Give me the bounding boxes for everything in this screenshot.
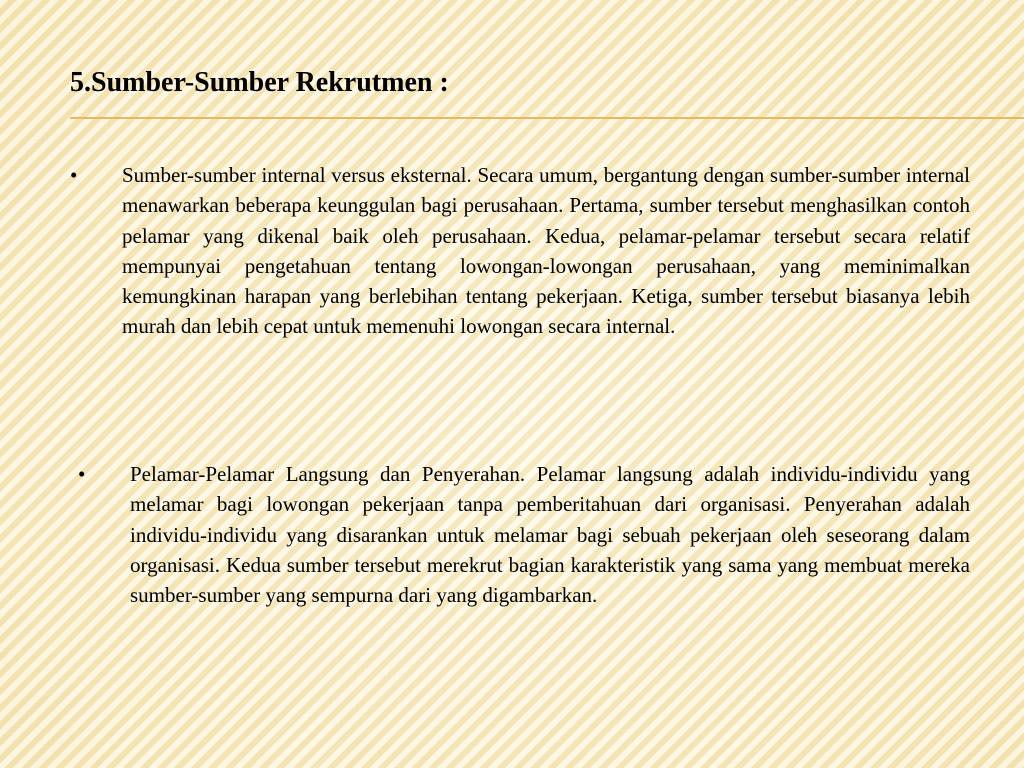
bullet-text: Sumber-sumber internal versus eksternal. Secara umum, bergantung dengan sumber-sumber internal menawarkan beberapa keunggulan bagi perusahaan. Pertama, sumber tersebut menghasilkan contoh pelamar yang dikenal baik oleh perusahaan. Kedua, pelamar-pelamar tersebut secara relatif mempunyai pengetahuan tentang lowongan-lowongan perusahaan, yang meminimalkan kemungkinan harapan yang berlebihan tentang pekerjaan. Ketiga, sumber tersebut biasanya lebih murah dan lebih cepat untuk memenuhi lowongan secara internal. (122, 163, 970, 339)
bullet-marker: • (78, 462, 86, 486)
title-divider (70, 117, 1024, 119)
bullet-item-direct-applicants (78, 459, 970, 610)
bullet-marker: • (70, 163, 78, 187)
bullet-item-internal-external (70, 160, 970, 342)
slide-title: 5.Sumber-Sumber Rekrutmen : (70, 67, 449, 98)
bullet-text: Pelamar-Pelamar Langsung dan Penyerahan. Pelamar langsung adalah individu-individu yang melamar bagi lowongan pekerjaan tanpa pemberitahuan dari organisasi. Penyerahan adalah individu-individu yang disarankan untuk melamar bagi sebuah pekerjaan oleh seseorang dalam organisasi. Kedua sumber tersebut merekrut bagian karakteristik yang sama yang membuat mereka sumber-sumber yang sempurna dari yang digambarkan. (130, 462, 970, 608)
